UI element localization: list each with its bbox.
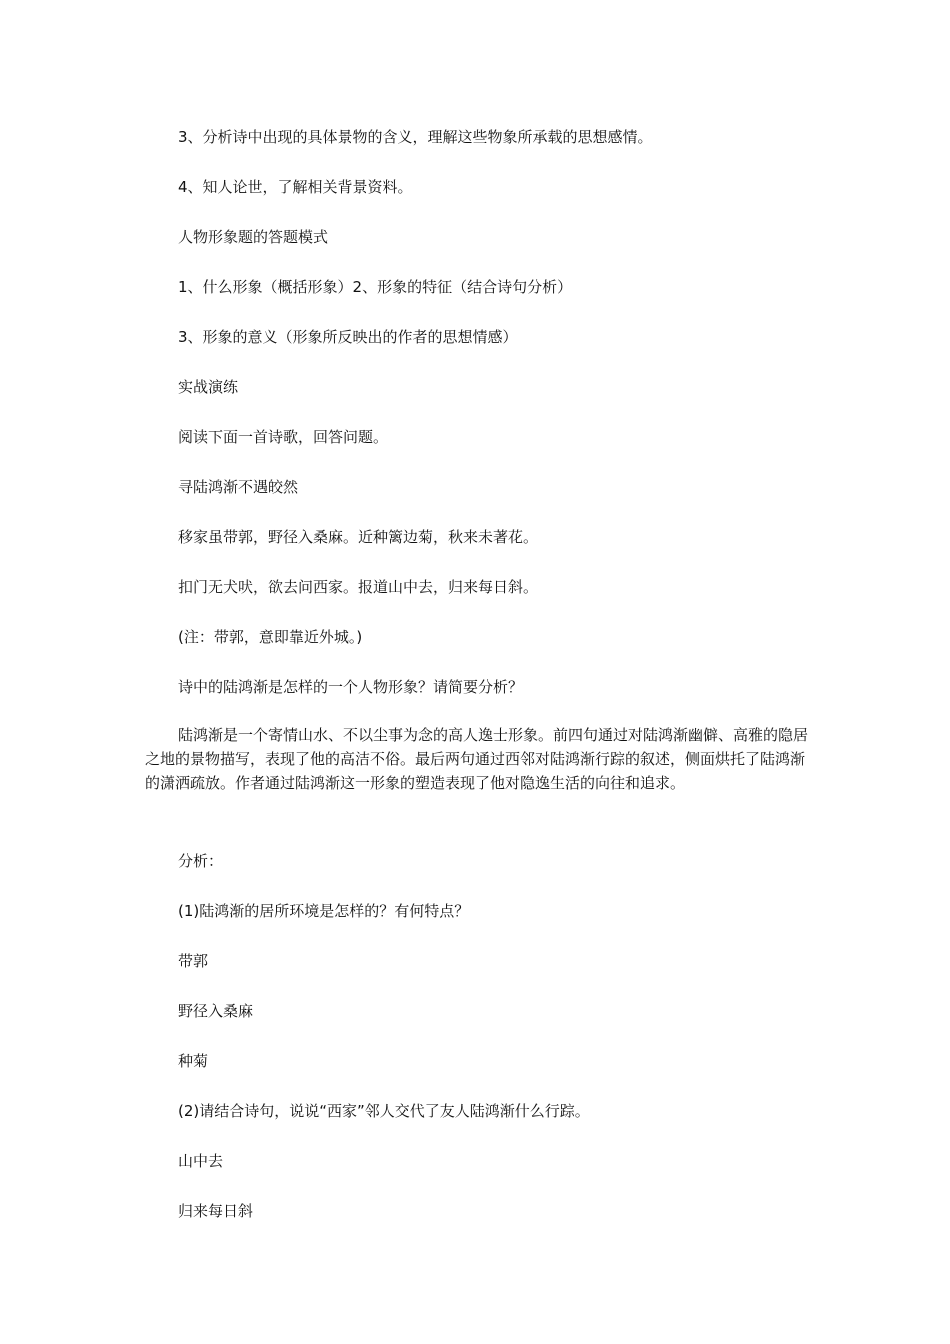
question-line: 诗中的陆鸿渐是怎样的一个人物形象？请简要分析？ (178, 678, 524, 696)
answer-paragraph: 陆鸿渐是一个寄情山水、不以尘事为念的高人逸士形象。前四句通过对陆鸿渐幽僻、高雅的隐居之地的景物描写，表现了他的高洁不俗。最后两句通过西邻对陆鸿渐行踪的叙述，侧面烘托了陆鸿渐的潇洒疏放。作者通过陆鸿渐这一形象的塑造表现了他对隐逸生活的向往和追求。 (145, 726, 809, 792)
question-line: (2)请结合诗句，说说“西家”邻人交代了友人陆鸿渐什么行踪。 (178, 1102, 590, 1120)
answer-line: 山中去 (178, 1152, 224, 1170)
answer-line: 野径入桑麻 (178, 1002, 254, 1020)
poem-note: (注：带郭，意即靠近外城。) (178, 628, 363, 646)
question-line: (1)陆鸿渐的居所环境是怎样的？有何特点？ (178, 902, 470, 920)
text-line: 3、形象的意义（形象所反映出的作者的思想情感） (178, 328, 518, 346)
text-line: 3、分析诗中出现的具体景物的含义，理解这些物象所承载的思想感情。 (178, 128, 653, 146)
answer-line: 种菊 (178, 1052, 209, 1070)
instruction-line: 阅读下面一首诗歌，回答问题。 (178, 428, 389, 446)
section-heading: 实战演练 (178, 378, 239, 396)
answer-line: 归来每日斜 (178, 1202, 254, 1220)
poem-title: 寻陆鸿渐不遇皎然 (178, 478, 299, 496)
section-heading: 人物形象题的答题模式 (178, 228, 329, 246)
text-line: 1、什么形象（概括形象）2、形象的特征（结合诗句分析） (178, 278, 573, 296)
analysis-label: 分析： (178, 852, 224, 870)
text-line: 4、知人论世，了解相关背景资料。 (178, 178, 413, 196)
poem-line: 移家虽带郭，野径入桑麻。近种篱边菊，秋来未著花。 (178, 528, 539, 546)
poem-line: 扣门无犬吠，欲去问西家。报道山中去，归来每日斜。 (178, 578, 539, 596)
answer-line: 带郭 (178, 952, 209, 970)
